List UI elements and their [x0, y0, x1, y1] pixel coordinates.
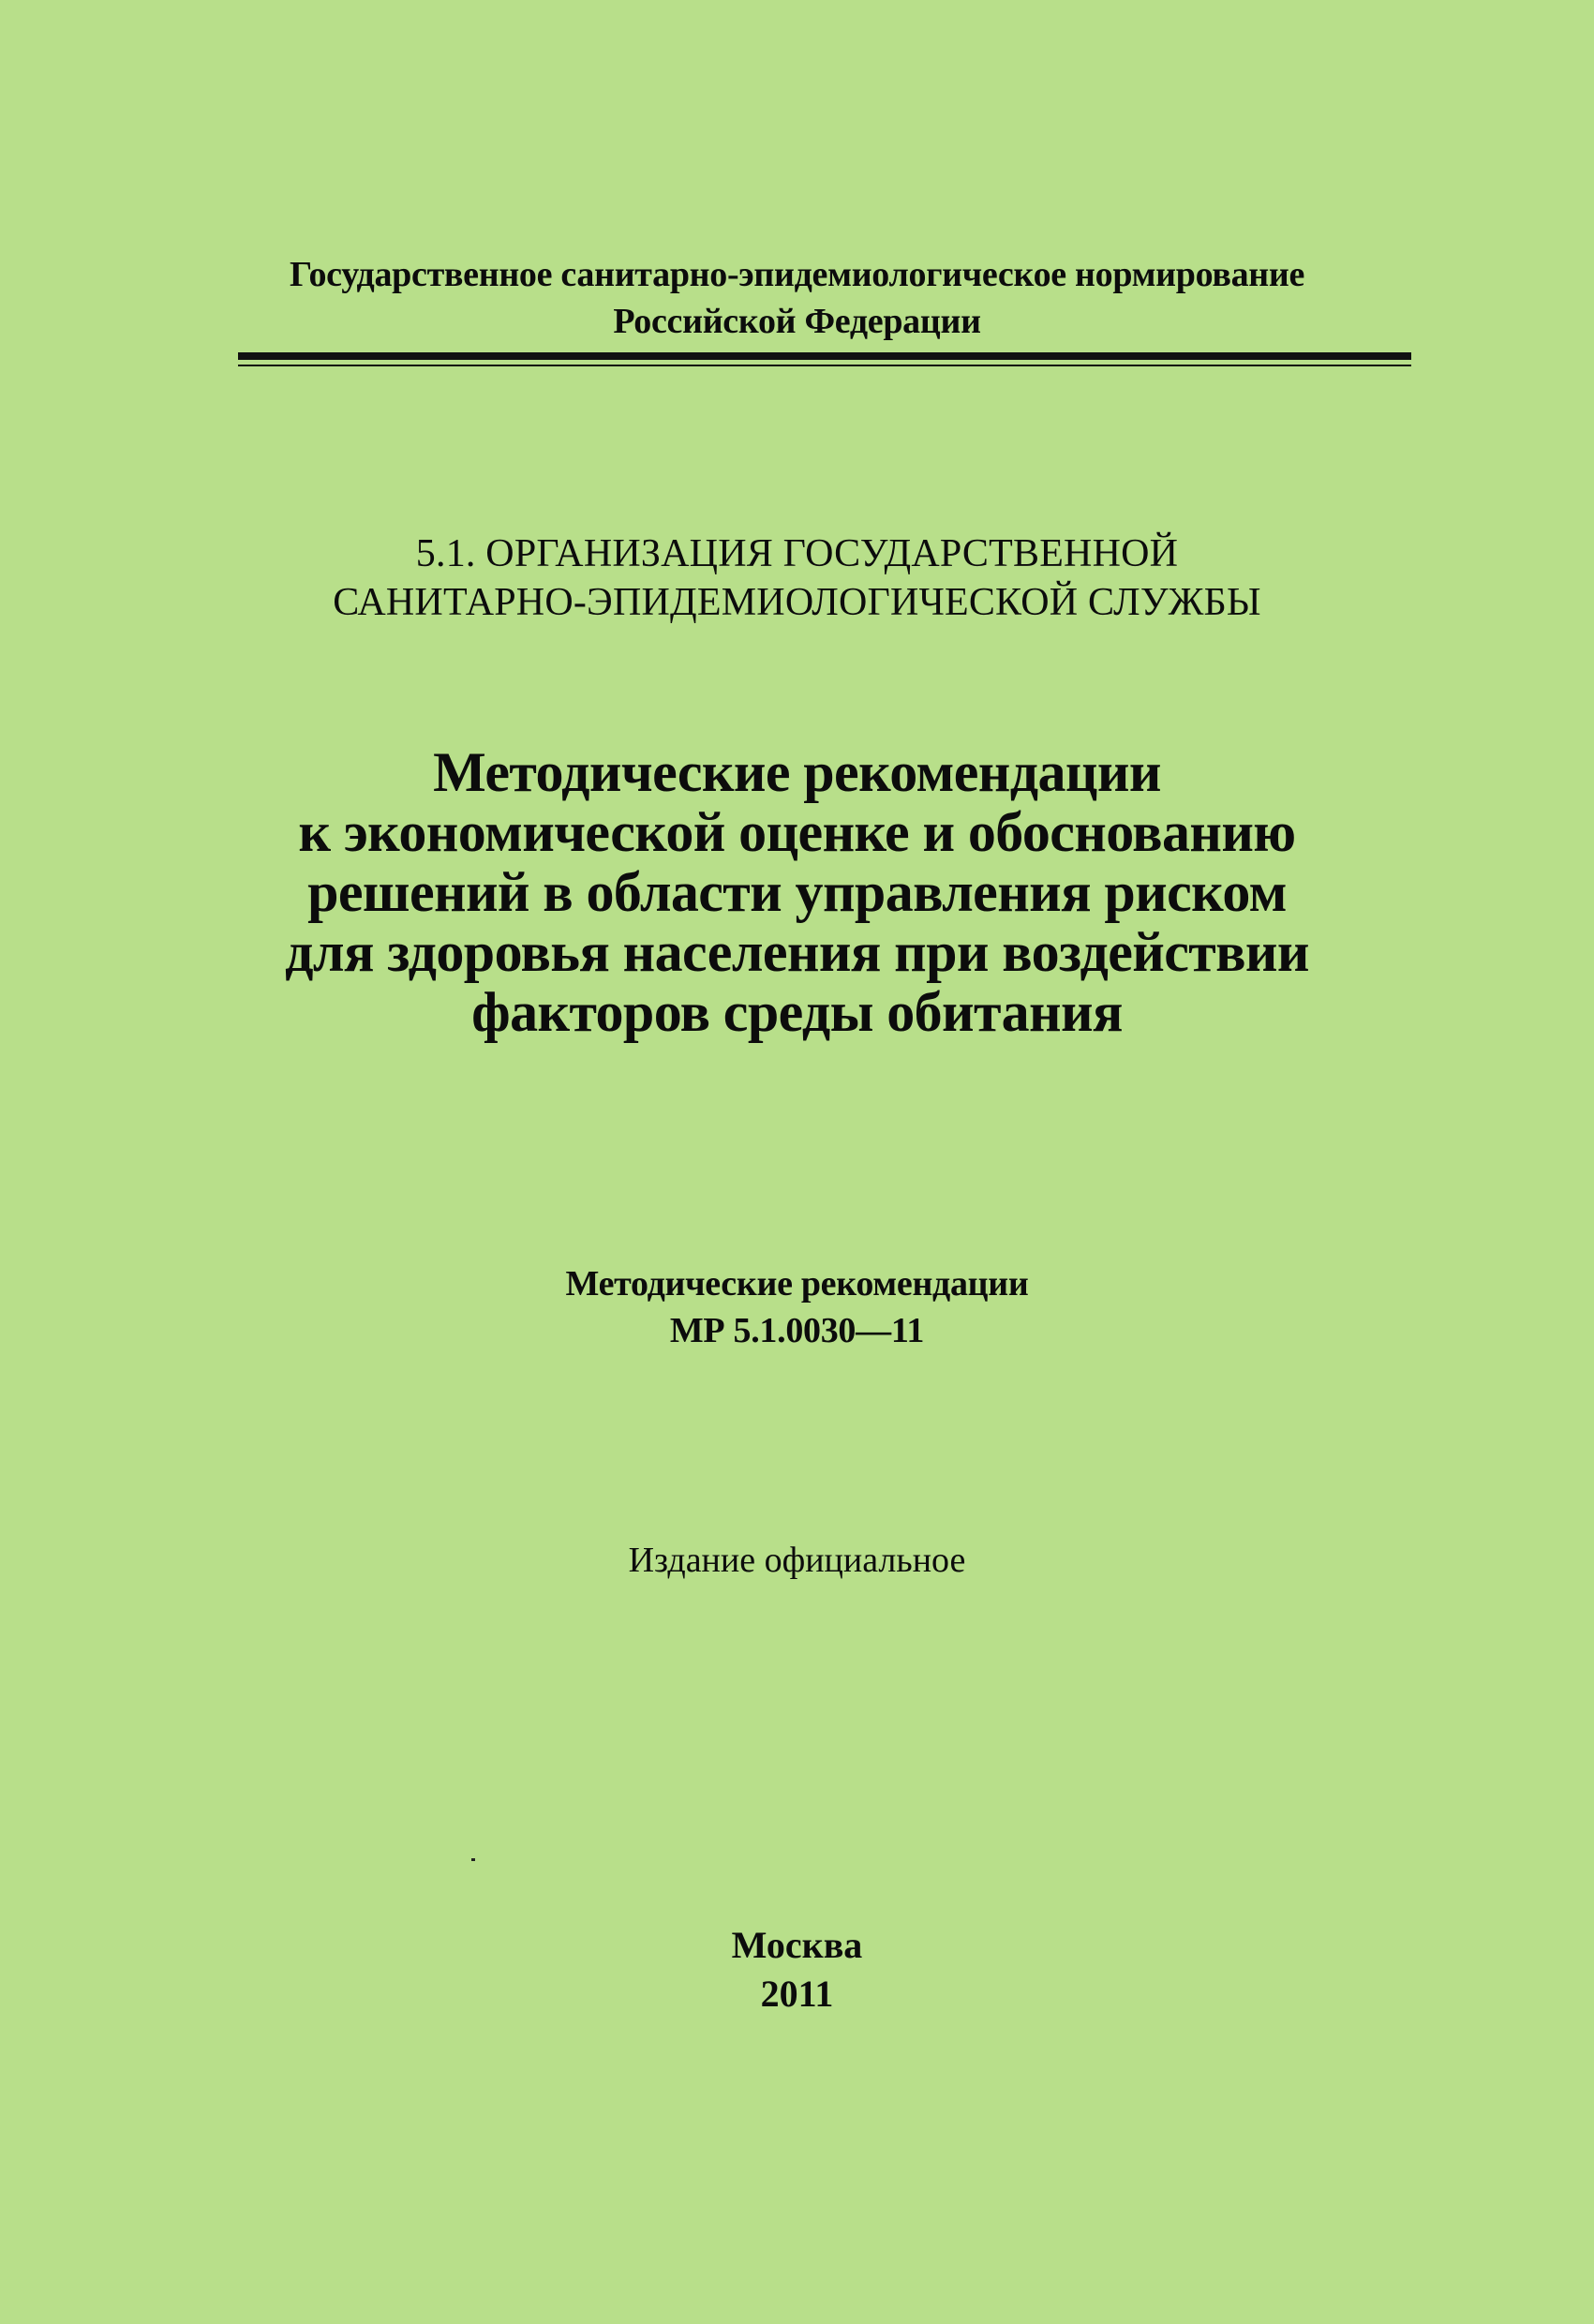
- edition-label: Издание официальное: [628, 1541, 966, 1580]
- imprint-year: 2011: [760, 1973, 834, 2015]
- document-code: МР 5.1.0030—11: [669, 1311, 925, 1350]
- title-line-5: факторов среды обитания: [471, 981, 1123, 1043]
- imprint: [0, 1921, 1594, 2019]
- title-line-2: к экономической оценке и обоснованию: [298, 801, 1296, 863]
- section-line-1: 5.1. ОРГАНИЗАЦИЯ ГОСУДАРСТВЕННОЙ: [415, 532, 1179, 575]
- title-line-1: Методические рекомендации: [433, 741, 1161, 803]
- document-title: [0, 742, 1594, 1042]
- section-line-2: САНИТАРНО-ЭПИДЕМИОЛОГИЧЕСКОЙ СЛУЖБЫ: [333, 581, 1261, 624]
- imprint-city: Москва: [731, 1924, 863, 1966]
- issuer-line-2: Российской Федерации: [613, 302, 981, 341]
- issuer-line-1: Государственное санитарно-эпидемиологическое нормирование: [289, 255, 1305, 294]
- document-designation: [0, 1260, 1594, 1354]
- header-divider-thin: [238, 365, 1411, 366]
- edition-note: [0, 1537, 1594, 1584]
- title-line-4: для здоровья населения при воздействии: [285, 921, 1309, 983]
- issuer-header: [0, 251, 1594, 345]
- section-heading: [0, 529, 1594, 627]
- document-type: Методические рекомендации: [565, 1264, 1029, 1304]
- title-line-3: решений в области управления риском: [307, 861, 1287, 923]
- header-divider-thick: [238, 352, 1411, 360]
- print-speck: [471, 1858, 475, 1861]
